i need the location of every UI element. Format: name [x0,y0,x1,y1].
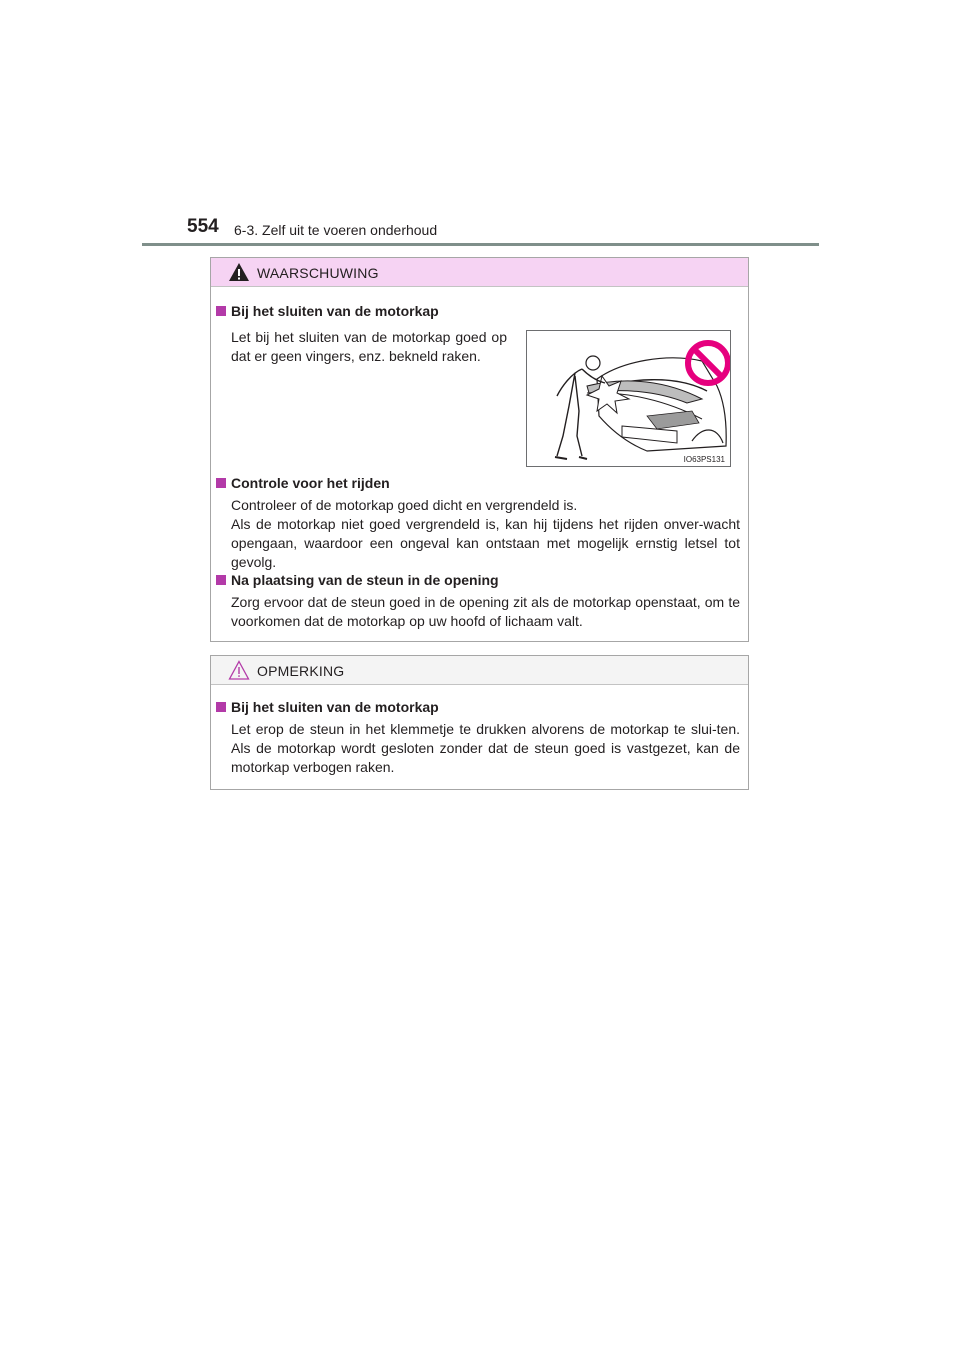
warning-triangle-icon [228,262,250,282]
prohibition-icon [688,343,728,383]
notice-box [210,655,749,790]
section-title: 6-3. Zelf uit te voeren onderhoud [234,222,438,238]
notice-triangle-icon [228,660,250,680]
item-title: Bij het sluiten van de motorkap [231,699,439,715]
bullet-square [216,478,226,488]
item-text: Controleer of de motorkap goed dicht en vergrendeld is. Als de motorkap niet goed vergrendeld is, kan hij tijdens het rijden onver-wacht opengaan, waardoor een ongeval kan ontstaan met mogelijk ernstig letsel tot gevolg. [231,497,740,570]
bullet-square [216,702,226,712]
item-text: Let bij het sluiten van de motorkap goed op dat er geen vingers, enz. bekneld raken. [231,329,507,364]
item-title: Na plaatsing van de steun in de opening [231,572,499,588]
notice-heading: OPMERKING [257,663,345,679]
notice-header [211,656,748,685]
header-rule [142,243,819,246]
item-text: Zorg ervoor dat de steun goed in de opening zit als de motorkap openstaat, om te voorkomen dat de motorkap op uw hoofd of lichaam valt. [231,594,740,629]
page-number: 554 [187,216,219,237]
hood-closing-illustration [526,330,731,467]
illustration-drawing [527,331,730,466]
figure-code: IO63PS131 [683,455,725,464]
item-title: Controle voor het rijden [231,475,390,491]
warning-header [211,258,748,287]
bullet-square [216,306,226,316]
warning-heading: WAARSCHUWING [257,265,379,281]
bullet-square [216,575,226,585]
warning-box [210,257,749,642]
item-text: Let erop de steun in het klemmetje te drukken alvorens de motorkap te slui-ten. Als de motorkap wordt gesloten zonder dat de steun goed is vastgezet, kan de motorkap verbogen raken. [231,721,740,775]
item-title: Bij het sluiten van de motorkap [231,303,439,319]
